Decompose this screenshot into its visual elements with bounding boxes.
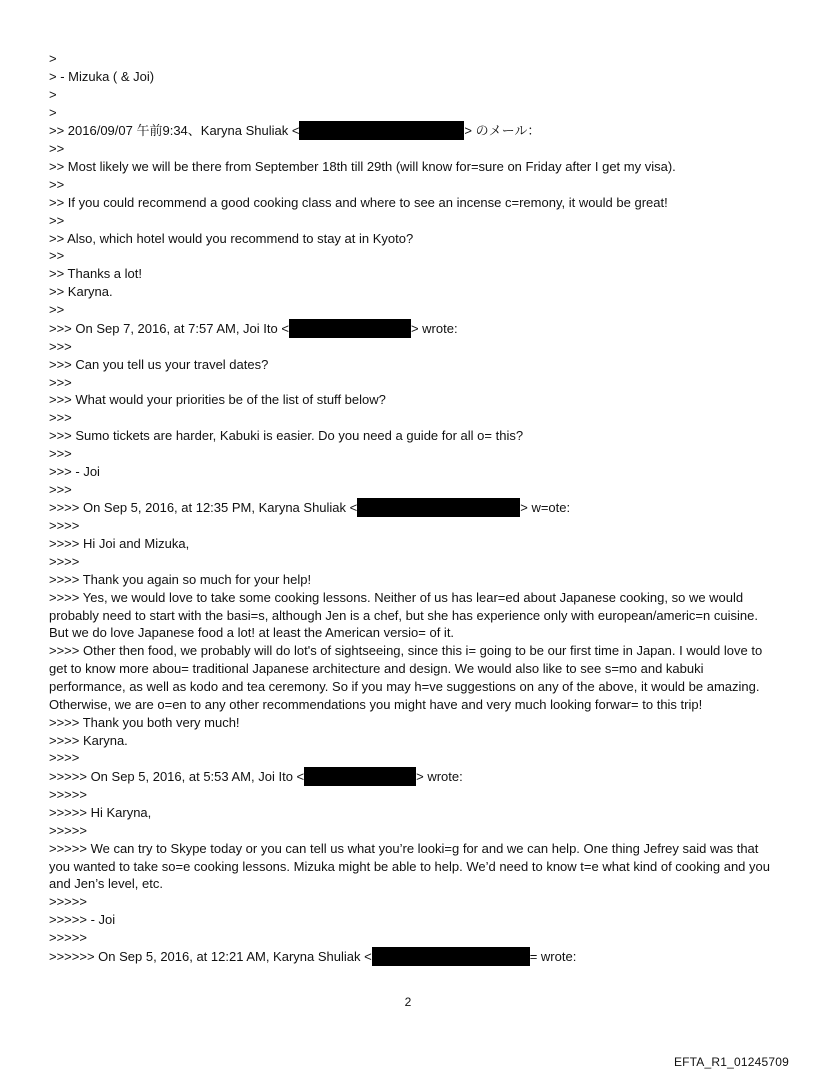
quoted-line: >>>> Thank you again so much for your help! (49, 571, 312, 587)
header-text-before: >> 2016/09/07 午前9:34、Karyna Shuliak < (49, 123, 300, 139)
quoted-line: >>>>> Hi Karyna, (49, 805, 152, 821)
quoted-line: >> (49, 177, 65, 193)
quoted-line: >> Also, which hotel would you recommend to stay at in Kyoto? (49, 230, 414, 246)
quoted-line: >>>> Karyna. (49, 732, 128, 748)
quoted-line: >>>> Hi Joi and Mizuka, (49, 536, 190, 552)
quoted-line: >>>> (49, 750, 80, 766)
quoted-line: >>> - Joi (49, 463, 100, 479)
quoted-line: >>>>> (49, 822, 87, 838)
quoted-line: >> Thanks a lot! (49, 266, 142, 282)
email-thread (49, 50, 771, 966)
redaction-bar (299, 121, 464, 140)
quoted-line: >>>>> (49, 894, 87, 910)
header-text-before: >>>>> On Sep 5, 2016, at 5:53 AM, Joi Ito < (49, 769, 305, 785)
quoted-line: >>>> Thank you both very much! (49, 714, 240, 730)
quoted-line: >>>>> We can try to Skype today or you can tell us what you’re looki=g for and we can help. One thing Jefrey said was that you wanted to take so=e cooking lessons. Mizuka might be able to help. We’d need to know t=e what kind of cooking and you and Jen’s level, etc. (49, 840, 770, 892)
page-number: 2 (404, 995, 412, 1009)
quoted-line: >>> (49, 374, 72, 390)
quoted-line: >>>>> (49, 787, 87, 803)
quoted-line: >> (49, 212, 65, 228)
quoted-header-line (49, 767, 771, 786)
header-text-after: > wrote: (416, 769, 463, 785)
quoted-line: >>> Sumo tickets are harder, Kabuki is easier. Do you need a guide for all o= this? (49, 428, 524, 444)
quoted-line: >>> (49, 410, 72, 426)
quoted-line: >>>> Other then food, we probably will do lot's of sightseeing, since this i= going to be our first time in Japan. I would love to get to know more abou= traditional Japanese architecture and design. We would also like to see s=mo and kabuki performance, as well as kodo and tea ceremony. So if you may h=ve suggestions on any of the above, it would be amazing. Otherwise, we are o=en to any other recommendations you might have and very much looking forwar= to this trip! (49, 643, 763, 712)
quoted-line: >>> (49, 445, 72, 461)
document-id: EFTA_R1_01245709 (673, 1055, 789, 1069)
quoted-line: >>> What would your priorities be of the list of stuff below? (49, 392, 386, 408)
quoted-header-line (49, 319, 771, 338)
quoted-line: >> If you could recommend a good cooking class and where to see an incense c=remony, it would be great! (49, 194, 668, 210)
quoted-line: >>>>> - Joi (49, 912, 116, 928)
quoted-line: >> (49, 141, 65, 157)
quoted-line: > (49, 51, 57, 66)
quoted-line: >>>>> (49, 929, 87, 945)
header-text-before: >>> On Sep 7, 2016, at 7:57 AM, Joi Ito < (49, 320, 289, 336)
quoted-line: > (49, 86, 57, 102)
redaction-bar (372, 947, 530, 966)
quoted-line: >> Karyna. (49, 284, 113, 300)
quoted-line: >> Most likely we will be there from September 18th till 29th (will know for=sure on Friday after I get my visa). (49, 159, 676, 175)
quoted-line: >> (49, 301, 65, 317)
quoted-line: >>> (49, 481, 72, 497)
quoted-header-line (49, 947, 771, 966)
header-text-before: >>>> On Sep 5, 2016, at 12:35 PM, Karyna Shuliak < (49, 500, 358, 516)
redaction-bar (304, 767, 416, 786)
quoted-line: >>> (49, 338, 72, 354)
quoted-line: > - Mizuka ( & Joi) (49, 68, 155, 84)
header-text-after: > wrote: (410, 320, 458, 336)
quoted-header-line (49, 498, 771, 517)
quoted-line: >>>> (49, 518, 80, 534)
header-text-before: >>>>>> On Sep 5, 2016, at 12:21 AM, Karyna Shuliak < (49, 948, 372, 964)
redaction-bar (357, 498, 520, 517)
header-text-after: = wrote: (529, 948, 577, 964)
quoted-line: >>>> Yes, we would love to take some cooking lessons. Neither of us has lear=ed about Japanese cooking, so we would probably need to start with the basi=s, although Jen is a chef, but she has experience only with european/americ=n cuisine. But we do love Japanese food a lot! at least the American versio= of it. (49, 589, 758, 641)
redaction-bar (289, 319, 411, 338)
header-text-after: > w=ote: (520, 500, 571, 516)
quoted-line: > (49, 104, 57, 120)
quoted-line: >>> Can you tell us your travel dates? (49, 356, 269, 372)
quoted-line: >>>> (49, 554, 80, 570)
quoted-header-line (49, 121, 771, 140)
header-text-after: > のメール： (464, 123, 541, 139)
quoted-line: >> (49, 248, 65, 264)
